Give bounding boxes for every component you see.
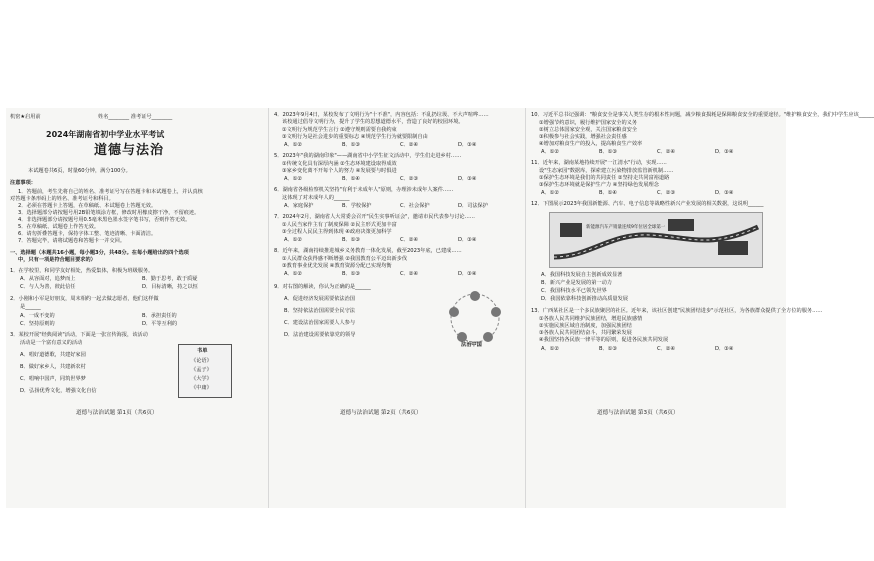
option: B．①③ (342, 271, 361, 277)
option: B．①③ (342, 142, 361, 148)
option: D．法治建设需要依靠党的领导 (284, 332, 356, 338)
option: A．①② (284, 237, 303, 243)
option: C．②④ (657, 149, 676, 155)
option: B．坚持依法治国需要全民守法 (284, 308, 355, 314)
section-heading: 一、选择题（本题共16小题，每小题3分，共48分。在每小题给出的四个选项 (10, 250, 189, 256)
poster-book: 《中庸》 (191, 385, 212, 391)
option: B．做好家乡人，共建新农村 (20, 364, 86, 370)
option: D．③④ (458, 271, 477, 277)
question-line: ①增强节约意识，履行维护国家安全的义务 (539, 120, 638, 126)
note-line: 4．非选择题部分请按题号用0.5毫米黑色墨水签字笔书写，否则作答无效。 (18, 217, 191, 223)
option: A．①② (541, 149, 560, 155)
option: C．建设法治国家需要人人参与 (284, 320, 356, 326)
option: A．唱好道德歌，共建好家园 (20, 352, 86, 358)
note-line: 7．答题完毕，请将试题卷和答题卡一并交回。 (18, 238, 126, 244)
option: A．①② (284, 142, 303, 148)
question-11: 11．近年来，湖南某地持续开展"一江清水"行动，实现…… (531, 160, 667, 166)
question-line: ④我国坚持各民族一律平等的原则，促进各民族共同发展 (539, 337, 669, 343)
option: A．我国科技发展自主创新成效显著 (541, 272, 623, 278)
option: C．②④ (400, 237, 419, 243)
question-1: 1．在学校里，和同学友好相处，热爱集体，积极为班级服务。 (10, 268, 154, 274)
notes-title: 注意事项： (10, 180, 36, 186)
option: C．社会保护 (400, 203, 430, 209)
option: D．平等互利的 (142, 321, 178, 327)
page-divider (268, 108, 269, 508)
note-line: 5．在草稿纸、试题卷上作答无效。 (18, 224, 100, 230)
option: C．②④ (400, 142, 419, 148)
infographic-road (550, 213, 762, 267)
infographic-label: 新能源汽车产销量连续9年位居全球第一 (586, 225, 666, 230)
option: C．与人为善，彼此信任 (20, 284, 76, 290)
option: B．①③ (342, 237, 361, 243)
page-footer: 道德与法治试题 第2页（共6页） (340, 410, 422, 416)
confidential-label: 机密★启用前 (10, 114, 41, 120)
question-line: ③全过程人民民主得到体现 ④政府决策更加科学 (282, 229, 392, 235)
diagram-center-label: 法治中国 (461, 342, 482, 348)
exam-info: 本试题卷共6页，时量60分钟，满分100分。 (28, 168, 131, 174)
option: D．我国依靠科技创新推动高质量发展 (541, 296, 628, 302)
note-line: 6．请勿折叠答题卡，保持字体工整、笔迹清晰、卡面清洁。 (18, 231, 157, 237)
rule-of-law-diagram (445, 288, 505, 348)
option: A．家庭保护 (284, 203, 314, 209)
option: B．①④ (342, 176, 361, 182)
option: A．①② (284, 271, 303, 277)
question-line: ①传统文化具有深厚内涵 ②生态环境建设取得成效 (282, 161, 397, 167)
question-6: 6．湖南省各级检察机关坚持"有利于未成年人"原则，办理涉未成年人案件…… (274, 187, 454, 193)
option: A．①② (541, 346, 560, 352)
page-1-column (6, 108, 268, 508)
question-2-cont: 是______ (20, 304, 41, 310)
option: D．③④ (458, 142, 477, 148)
option: B．①④ (599, 190, 618, 196)
question-line: ③教育事业优先发展 ④教育资源分配已实现均衡 (282, 263, 392, 269)
poster-book: 《论语》 (191, 358, 212, 364)
photo-thumbnail (718, 241, 748, 255)
question-3-cont: 活动是一个富有意义的活动 (20, 340, 83, 346)
note-line: 1．答题前，考生先将自己的姓名、准考证号写在答题卡和本试题卷上，并认真核 (18, 189, 203, 195)
option: A．①② (284, 176, 303, 182)
question-12: 12．下图展示2023年我国新能源、汽车、电子信息等战略性新兴产业发展的相关数据，这说明______ (531, 201, 764, 207)
option: C．②③ (400, 176, 419, 182)
option: A．①② (541, 190, 560, 196)
poster-title: 书单 (197, 348, 208, 354)
question-line: ③各族人民共同团结奋斗，共同繁荣发展 (539, 330, 632, 336)
option: C．②④ (657, 346, 676, 352)
question-5: 5．2023年"我的湖南印象"——湖南省中小学生征文活动中，学生们走进乡村…… (274, 153, 462, 159)
page-3-column (527, 108, 874, 508)
reading-poster (178, 344, 232, 398)
note-line: 3．选择题部分请按题号用2B铅笔填涂方框，修改时用橡皮擦干净，不留痕迹。 (18, 210, 200, 216)
question-line: ②树立总体国家安全观，关注国家粮食安全 (539, 127, 638, 133)
question-10: 10．习近平总书记强调："粮食安全是事关人类生存的根本性问题，减少粮食损耗是保障粮食安全的重要途径。"维护粮食安全，我们中学生应该______ (531, 112, 874, 118)
option: D．司法保护 (458, 203, 488, 209)
question-8: 8．近年来，湖南持续推进城乡义务教育一体化发展，截至2023年底，已建成…… (274, 248, 462, 254)
option: C．坚持原则的 (20, 321, 55, 327)
page-2-column (270, 108, 525, 508)
question-9: 9．对右图的解读，你认为正确的是______ (274, 284, 371, 290)
photo-thumbnail (668, 219, 694, 231)
page-footer: 道德与法治试题 第1页（共6页） (76, 410, 158, 416)
page-divider (525, 108, 526, 508)
option: B．①③ (599, 346, 618, 352)
option: C．②④ (400, 271, 419, 277)
option: D．③④ (715, 149, 734, 155)
section-heading: 中，只有一项是符合题目要求的） (18, 257, 96, 263)
option: C．我国科技水平已领先世界 (541, 288, 607, 294)
question-line: ①保护生态环境是我们的共同责任 ②坚持走共同富裕道路 (539, 175, 670, 181)
poster-book: 《大学》 (191, 376, 212, 382)
option: B．承担责任的 (142, 313, 177, 319)
poster-book: 《孟子》 (191, 367, 212, 373)
question-7: 7．2024年2月，湖南省人大常委会召开"民生实事听证会"，邀请市民代表参与讨论…… (274, 214, 475, 220)
option: C．唱响中国声，同筑世界梦 (20, 376, 86, 382)
option: B．①③ (599, 149, 618, 155)
option: A．从容面对，追梦而上 (20, 276, 76, 282)
question-line: ①人民当家作主有了制度保障 ②民主形式更加丰富 (282, 222, 397, 228)
photo-thumbnail (560, 223, 582, 237)
question-line: ①文明行为规范学生言行 ②遵守规则需要自我约束 (282, 127, 397, 133)
question-line: 设"生态家园"数据库，探索建立污染物排放监管新机制…… (539, 168, 674, 174)
question-line: ③保护生态环境就是保护生产力 ④坚持绿色发展理念 (539, 182, 659, 188)
note-line: 对答题卡条形码上的姓名、准考证号和科目。 (10, 196, 114, 202)
option: D．弘扬优秀文化，增强文化自信 (20, 388, 97, 394)
question-13: 13．广西某社区是一个多民族聚居的社区。近年来，该社区创建"民族团结进步"示范社区，为各族群众提供了全方位的服务…… (531, 308, 823, 314)
option: D．③④ (458, 237, 477, 243)
question-line: ③积极参与社会实践，增强社会责任感 (539, 134, 627, 140)
page-footer: 道德与法治试题 第3页（共6页） (597, 410, 679, 416)
option: D．③④ (715, 346, 734, 352)
option: A．一成不变的 (20, 313, 55, 319)
question-3: 3．某校开展"经典阅读"活动，下面是一张宣传海报，该活动 (10, 332, 148, 338)
question-line: ①人民群众获得感不断增强 ②我国教育公平迈出新步伐 (282, 256, 408, 262)
exam-sheet (6, 108, 874, 508)
question-line: ①各族人民共同维护民族团结，增进民族感情 (539, 316, 643, 322)
option: B．新兴产业是发展的第一动力 (541, 280, 612, 286)
question-line: ③文明行为是社会进步的重要标志 ④规范学生行为就要限制自由 (282, 134, 428, 140)
option: D．③④ (458, 176, 477, 182)
question-4: 4．2023年9月4日，某校发布了文明行为"十不准"，内容包括：不乱扔垃圾、不大声喧哗…… (274, 112, 489, 118)
industry-infographic (549, 212, 763, 268)
question-line: 该校通过倡导文明行为，提升了学生的思想道德水平，营造了良好的校园环境。 (282, 119, 464, 125)
option: D．③④ (715, 190, 734, 196)
note-line: 2．必须在答题卡上答题，在草稿纸、本试题卷上答题无效。 (18, 203, 157, 209)
option: B．学校保护 (342, 203, 372, 209)
question-line: ③家乡变化离不开每个人的努力 ④发展要与时俱进 (282, 168, 397, 174)
exam-title: 2024年湖南省初中学业水平考试 (46, 130, 165, 139)
question-2: 2．小刚和小军是好朋友，周末相约一起去做志愿者，他们这样做 (10, 296, 159, 302)
subject-title: 道德与法治 (94, 143, 165, 158)
option: D．目标清晰，持之以恒 (142, 284, 198, 290)
question-line: 这体现了对未成年人的______ (282, 195, 350, 201)
option: A．促进经济发展需要依法治国 (284, 296, 355, 302)
name-id-line: 姓名________ 准考证号________ (98, 114, 173, 120)
option: C．②③ (657, 190, 676, 196)
option: B．勤于思考，敢于质疑 (142, 276, 198, 282)
question-line: ②实施民族区域自治制度，加强民族团结 (539, 323, 632, 329)
question-line: ④增加对粮食生产的投入，提高粮食生产效率 (539, 141, 643, 147)
